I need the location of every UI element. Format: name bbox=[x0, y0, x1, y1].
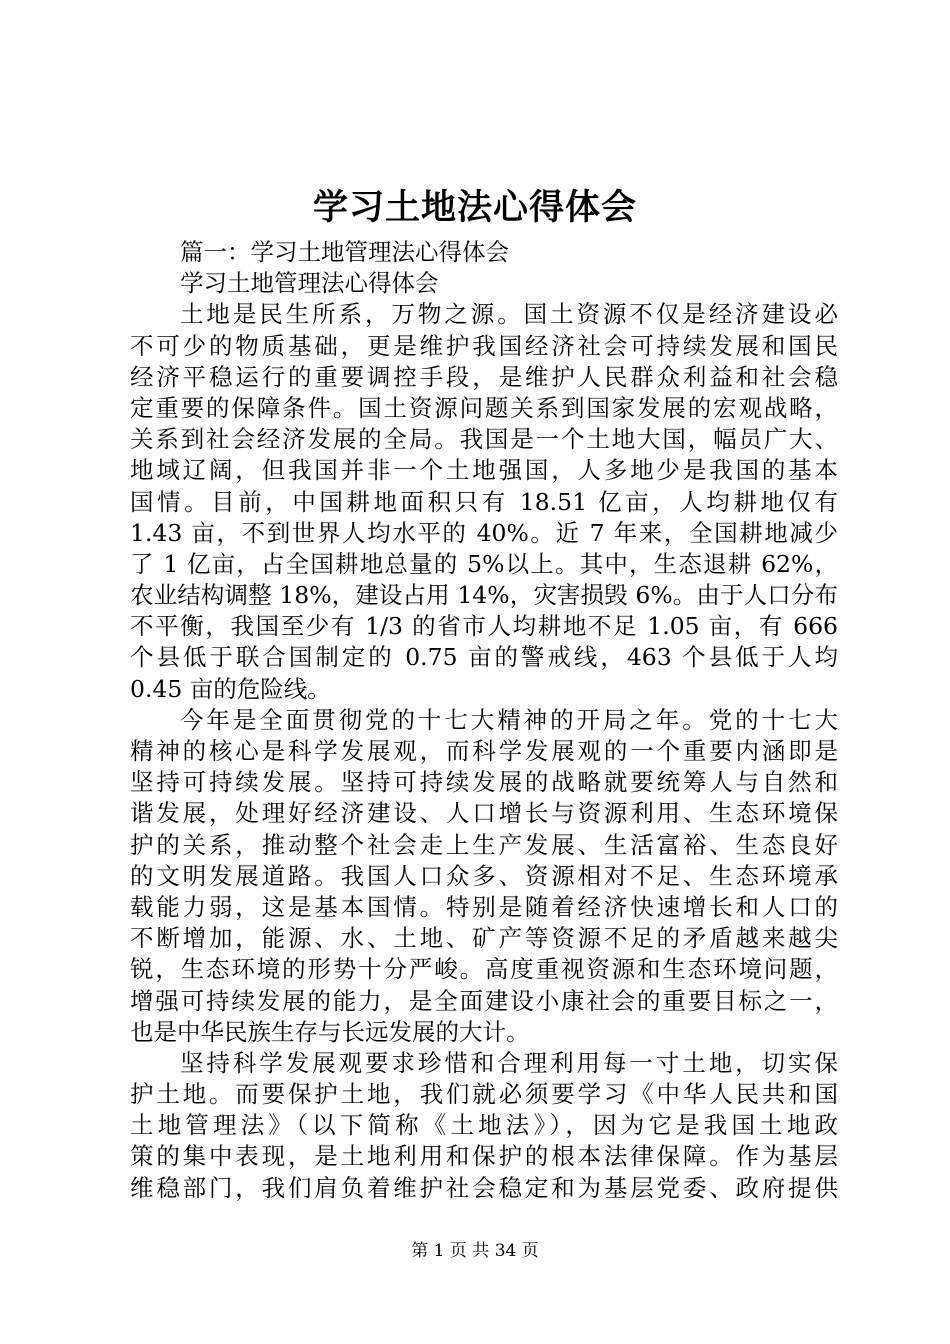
text-line: 也是中华民族生存与长远发展的大计。 bbox=[130, 1017, 530, 1046]
text-line: 不平衡，我国至少有 1/3 的省市人均耕地不足 1.05 亩，有 666 bbox=[130, 612, 838, 641]
text-line: 今年是全面贯彻党的十七大精神的开局之年。党的十七大 bbox=[180, 705, 838, 734]
text-line: 1.43 亩，不到世界人均水平的 40%。近 7 年来，全国耕地减少 bbox=[130, 518, 838, 547]
text-line: 载能力弱，这是基本国情。特别是随着经济快速增长和人口的 bbox=[130, 892, 838, 921]
text-line: 个县低于联合国制定的 0.75 亩的警戒线，463 个县低于人均 bbox=[130, 643, 838, 672]
text-line: 不断增加，能源、水、土地、矿产等资源不足的矛盾越来越尖 bbox=[130, 924, 838, 953]
text-line: 土地管理法》（以下简称《土地法》），因为它是我国土地政 bbox=[130, 1111, 838, 1140]
text-line: 土地是民生所系，万物之源。国土资源不仅是经济建设必 bbox=[180, 300, 838, 329]
text-line: 谐发展，处理好经济建设、人口增长与资源利用、生态环境保 bbox=[130, 799, 838, 828]
text-line: 学习土地管理法心得体会 bbox=[180, 269, 439, 298]
text-line: 坚持科学发展观要求珍惜和合理利用每一寸土地，切实保 bbox=[180, 1048, 838, 1077]
text-line: 策的集中表现，是土地利用和保护的根本法律保障。作为基层 bbox=[130, 1142, 838, 1171]
page-footer: 第 1 页 共 34 页 bbox=[411, 1241, 539, 1261]
text-line: 0.45 亩的危险线。 bbox=[130, 674, 331, 703]
text-line: 护土地。而要保护土地，我们就必须要学习《中华人民共和国 bbox=[130, 1080, 838, 1109]
text-line: 维稳部门，我们肩负着维护社会稳定和为基层党委、政府提供 bbox=[130, 1173, 838, 1202]
text-line: 增强可持续发展的能力，是全面建设小康社会的重要目标之一， bbox=[130, 986, 838, 1015]
text-line: 农业结构调整 18%，建设占用 14%，灾害损毁 6%。由于人口分布 bbox=[130, 581, 838, 610]
text-line: 经济平稳运行的重要调控手段，是维护人民群众利益和社会稳 bbox=[130, 362, 838, 391]
text-line: 不可少的物质基础，更是维护我国经济社会可持续发展和国民 bbox=[130, 331, 838, 360]
text-line: 篇一：学习土地管理法心得体会 bbox=[180, 238, 509, 266]
text-line: 坚持可持续发展。坚持可持续发展的战略就要统筹人与自然和 bbox=[130, 768, 838, 797]
text-line: 了 1 亿亩，占全国耕地总量的 5%以上。其中，生态退耕 62%， bbox=[130, 549, 838, 578]
text-line: 的文明发展道路。我国人口众多、资源相对不足、生态环境承 bbox=[130, 861, 838, 890]
text-line: 国情。目前，中国耕地面积只有 18.51 亿亩，人均耕地仅有 bbox=[130, 487, 838, 516]
text-line: 地域辽阔，但我国并非一个土地强国，人多地少是我国的基本 bbox=[130, 456, 838, 485]
document-body bbox=[130, 237, 838, 1204]
text-line: 锐，生态环境的形势十分严峻。高度重视资源和生态环境问题， bbox=[130, 955, 838, 984]
text-line: 精神的核心是科学发展观，而科学发展观的一个重要内涵即是 bbox=[130, 737, 838, 765]
document-title: 学习土地法心得体会 bbox=[312, 187, 637, 228]
text-line: 护的关系，推动整个社会走上生产发展、生活富裕、生态良好 bbox=[130, 830, 838, 859]
text-line: 关系到社会经济发展的全局。我国是一个土地大国，幅员广大、 bbox=[130, 425, 838, 454]
text-line: 定重要的保障条件。国土资源问题关系到国家发展的宏观战略， bbox=[130, 393, 838, 422]
